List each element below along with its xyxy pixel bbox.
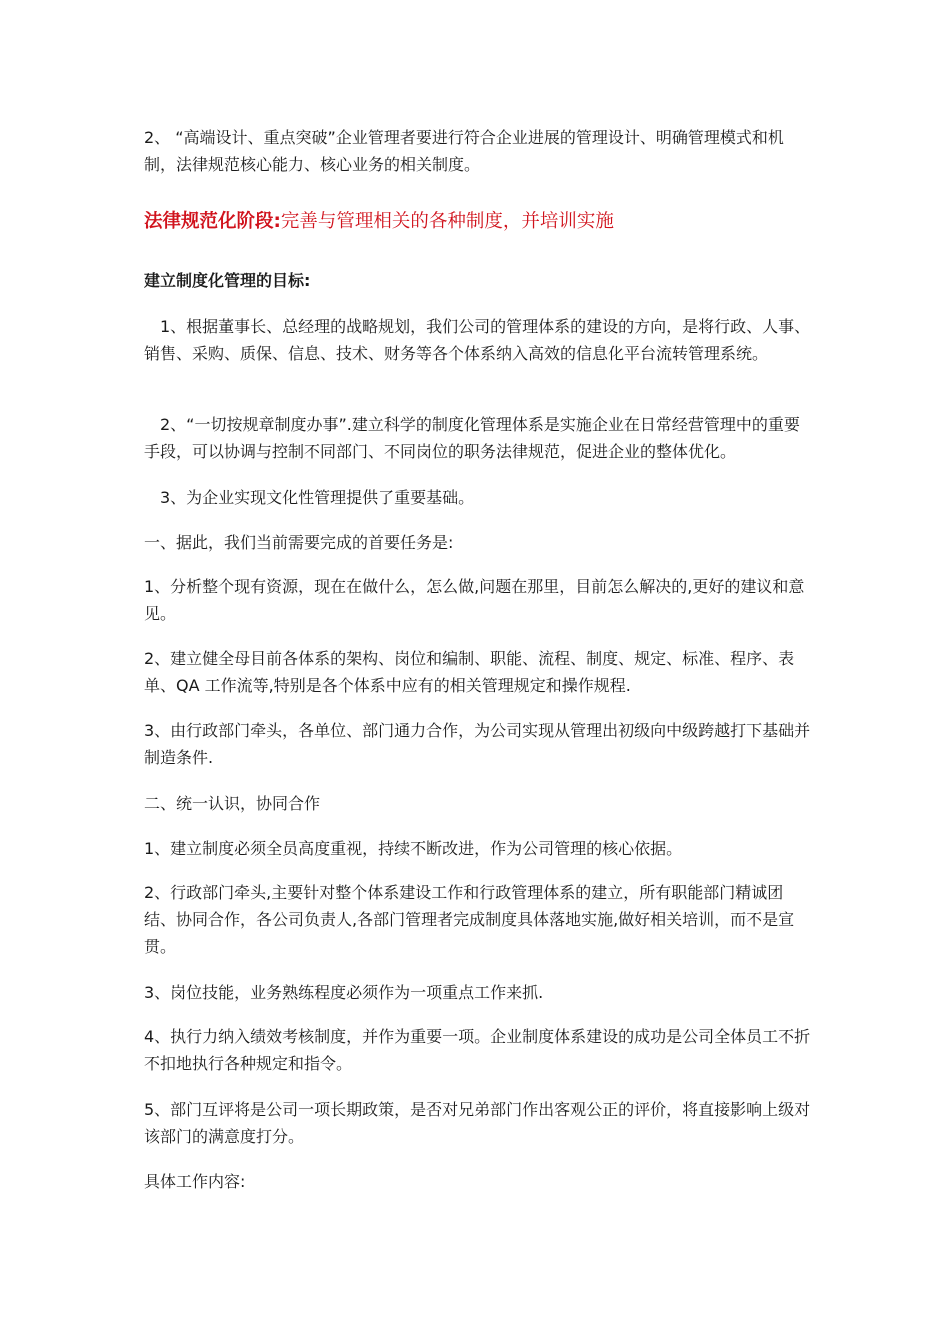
section-2-item-3: 3、岗位技能，业务熟练程度必须作为一项重点工作来抓.	[144, 983, 544, 1002]
goal-item-3: 3、为企业实现文化性管理提供了重要基础。	[160, 488, 475, 507]
section-heading-legal-standardization	[144, 208, 812, 236]
goal-title: 建立制度化管理的目标:	[144, 271, 311, 290]
section-2-item-1: 1、建立制度必须全员高度重视，持续不断改进，作为公司管理的核心依据。	[144, 839, 683, 858]
section-2-title: 二、统一认识，协同合作	[144, 794, 321, 813]
section-2-item-2: 2、行政部门牵头,主要针对整个体系建设工作和行政管理体系的建立，所有职能部门精诚团结、协同合作，各公司负责人,各部门管理者完成制度具体落地实施,做好相关培训，而不是宣贯。	[144, 883, 795, 956]
section-1-item-3: 3、由行政部门牵头，各单位、部门通力合作，为公司实现从管理出初级向中级跨越打下基础并制造条件.	[144, 721, 811, 767]
section-1-item-1: 1、分析整个现有资源，现在在做什么，怎么做,问题在那里，目前怎么解决的,更好的建议和意见。	[144, 577, 805, 623]
work-content-title: 具体工作内容:	[144, 1172, 246, 1191]
goal-item-1: 1、根据董事长、总经理的战略规划，我们公司的管理体系的建设的方向，是将行政、人事、销售、采购、质保、信息、技术、财务等各个体系纳入高效的信息化平台流转管理系统。	[144, 317, 811, 363]
section-2-item-5: 5、部门互评将是公司一项长期政策，是否对兄弟部门作出客观公正的评价，将直接影响上级对该部门的满意度打分。	[144, 1100, 811, 1146]
goal-item-2: 2、“一切按规章制度办事”.建立科学的制度化管理体系是实施企业在日常经营管理中的重要手段，可以协调与控制不同部门、不同岗位的职务法律规范，促进企业的整体优化。	[144, 415, 800, 461]
heading-rest: 完善与管理相关的各种制度，并培训实施	[280, 211, 614, 232]
section-1-item-2: 2、建立健全母目前各体系的架构、岗位和编制、职能、流程、制度、规定、标准、程序、表单、QA 工作流等,特别是各个体系中应有的相关管理规定和操作规程.	[144, 649, 795, 695]
heading-lead: 法律规范化阶段:	[144, 211, 281, 232]
section-1-title: 一、据此，我们当前需要完成的首要任务是:	[144, 533, 454, 552]
paragraph-design-principle: 2、 “高端设计、重点突破”企业管理者要进行符合企业进展的管理设计、明确管理模式和机制，法律规范核心能力、核心业务的相关制度。	[144, 128, 784, 174]
section-2-item-4: 4、执行力纳入绩效考核制度，并作为重要一项。企业制度体系建设的成功是公司全体员工不折不扣地执行各种规定和指令。	[144, 1027, 811, 1073]
